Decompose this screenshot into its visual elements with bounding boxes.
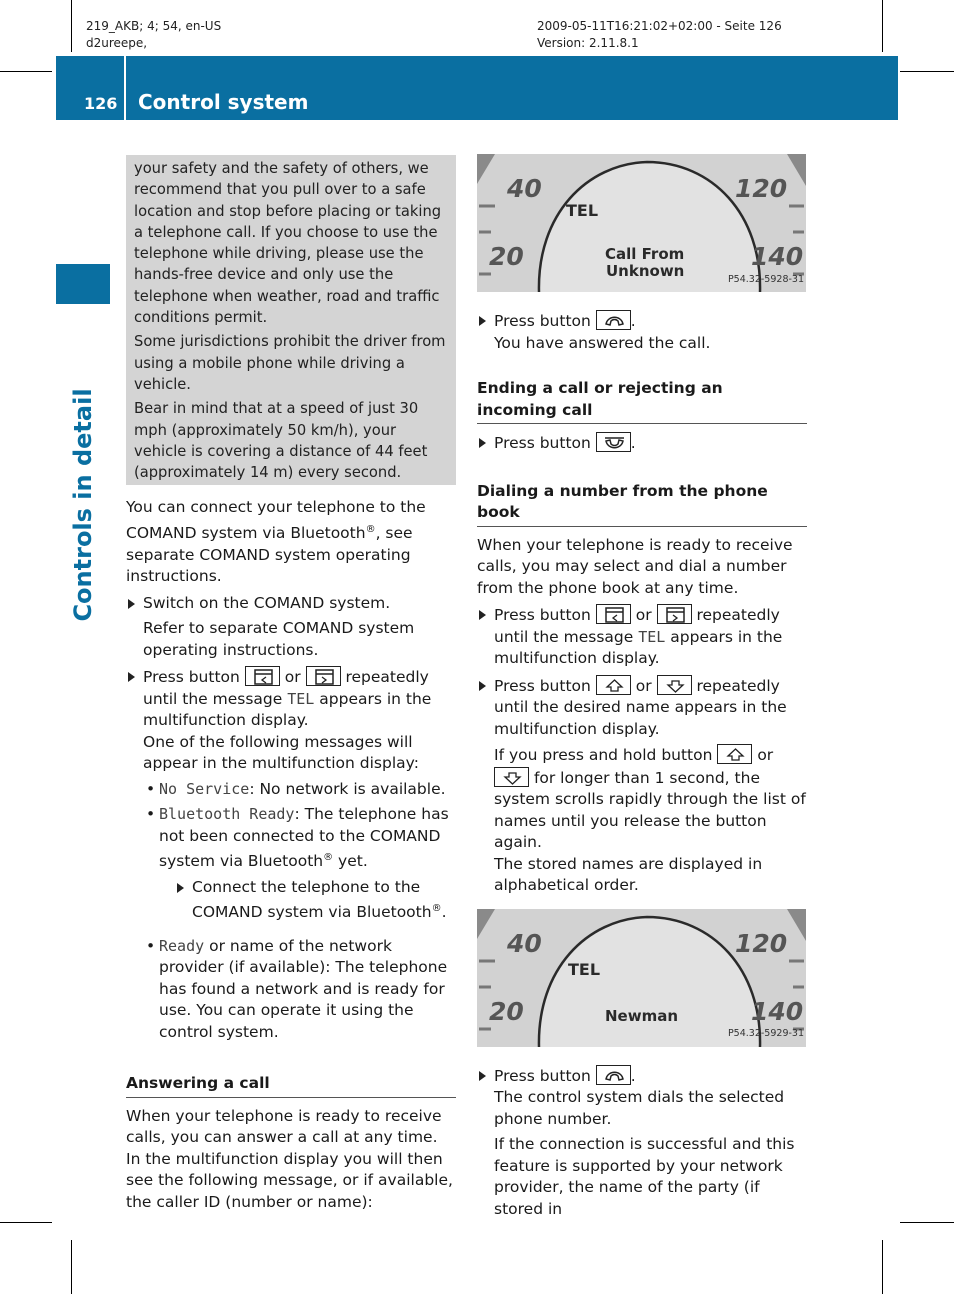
step-text: The stored names are displayed in alphabetical order. <box>494 854 763 894</box>
step-text: . <box>441 903 447 922</box>
registered-mark: ® <box>431 903 442 915</box>
message-list-item <box>126 779 456 801</box>
crop-mark <box>71 1240 72 1294</box>
intro-text: You can connect your telephone to the COMAND system via Bluetooth <box>126 498 426 543</box>
page-forward-button-icon <box>306 666 341 686</box>
instruction-step <box>477 432 807 455</box>
or-text: or <box>757 746 774 764</box>
crop-mark <box>900 1222 954 1223</box>
image-reference: P54.32-5928-31 <box>727 273 804 285</box>
dialing-heading: Dialing a number from the phone book <box>477 481 807 527</box>
phone-hangup-button-icon <box>596 432 631 452</box>
page-number: 126 <box>84 94 118 113</box>
step-text: appears in the multifunction display. <box>494 627 783 667</box>
crop-mark <box>900 71 954 72</box>
crop-mark <box>0 1222 52 1223</box>
gauge-number: 20 <box>489 996 524 1026</box>
dialing-intro: When your telephone is ready to receive calls, you may select and dial a number from the phone book at any time. <box>477 535 793 597</box>
arrow-down-button-icon <box>657 675 692 695</box>
message-description: : The telephone has not been connected to the COMAND system via Bluetooth <box>159 805 449 871</box>
version-info-line: Version: 2.11.8.1 <box>537 36 639 50</box>
step-text: Press button <box>494 434 591 452</box>
crop-mark <box>882 0 883 52</box>
page-back-button-icon <box>596 604 631 624</box>
gauge-number: 140 <box>751 242 804 271</box>
left-column <box>126 155 456 1213</box>
gauge-number: 40 <box>507 174 542 203</box>
page-back-button-icon <box>245 666 280 686</box>
display-message-line: Unknown <box>606 262 685 280</box>
warning-paragraph: your safety and the safety of others, we recommend that you pull over to a safe location and stop before placing or taking a telephone call. If you choose to use the telephone while driving, please use the hands-free device and only use the telephone when weather, road and traffic conditions permit. <box>134 160 442 327</box>
display-message-code: No Service <box>159 779 250 798</box>
instruction-step <box>477 604 807 670</box>
warning-paragraph: Bear in mind that at a speed of just 30 mph (approximately 50 km/h), your vehicle is covering a distance of 44 feet (approximately 14 m) every second. <box>134 400 428 482</box>
display-tel-label: TEL <box>568 959 601 979</box>
arrow-down-button-icon <box>494 767 529 787</box>
step-text: One of the following messages will appear in the multifunction display: <box>143 732 419 773</box>
display-message-code: TEL <box>638 627 666 646</box>
period: . <box>630 1066 636 1085</box>
step-text: repeatedly until the message <box>494 606 780 646</box>
phone-pickup-button-icon <box>596 310 631 330</box>
arrow-up-button-icon <box>596 675 631 695</box>
step-note: Refer to separate COMAND system operating instructions. <box>143 619 415 659</box>
step-note: If the connection is successful and this feature is supported by your network provider, the name of the party (if stored in <box>494 1135 795 1218</box>
display-message-code: TEL <box>287 689 315 708</box>
gauge-number: 40 <box>507 928 542 958</box>
step-result: You have answered the call. <box>494 333 711 352</box>
message-description: or name of the network provider (if available): The telephone has found a network and is ready for use. You can operate it using the control system. <box>159 936 448 1041</box>
warning-paragraph: Some jurisdictions prohibit the driver from using a mobile phone while driving a vehicle. <box>134 333 446 393</box>
step-text: Press button <box>494 312 591 330</box>
display-tel-label: TEL <box>566 201 599 220</box>
gauge-number: 140 <box>751 996 804 1026</box>
instruction-substep <box>126 877 456 924</box>
step-text: If you press and hold button <box>494 746 713 764</box>
file-info-line: d2ureepe, <box>86 36 148 50</box>
instruction-step <box>477 310 807 354</box>
step-text: Press button <box>143 668 240 687</box>
section-title: Control system <box>138 90 309 114</box>
step-text: for longer than 1 second, the system scrolls rapidly through the list of names until you release the button again. <box>494 768 806 851</box>
version-info-line: 2009-05-11T16:21:02+02:00 - Seite 126 <box>537 19 782 33</box>
crop-mark <box>882 1240 883 1294</box>
side-chapter-label: Controls in detail <box>69 388 97 622</box>
step-text: Press button <box>494 676 591 695</box>
crop-mark <box>0 71 52 72</box>
display-message-code: Bluetooth Ready <box>159 805 295 824</box>
message-list-item <box>126 936 456 1044</box>
message-description: : No network is available. <box>249 779 446 798</box>
or-text: or <box>635 606 652 624</box>
step-text: repeatedly until the message <box>143 668 429 708</box>
safety-warning-box <box>126 155 456 485</box>
page-forward-button-icon <box>657 604 692 624</box>
answering-call-heading: Answering a call <box>126 1073 456 1098</box>
instruction-step <box>126 666 456 775</box>
bullet-dot: • <box>146 936 156 955</box>
or-text: or <box>284 668 301 687</box>
step-text: Connect the telephone to the COMAND system via Bluetooth <box>192 877 432 922</box>
step-note <box>477 744 807 897</box>
step-text: repeatedly until the desired name appears in the multifunction display. <box>494 676 787 738</box>
or-text: or <box>635 676 652 695</box>
registered-mark: ® <box>365 523 376 535</box>
gauge-number: 120 <box>735 174 788 203</box>
display-message-code: Ready <box>159 936 205 955</box>
answering-call-paragraph: When your telephone is ready to receive calls, you can answer a call at any time. In the multifunction display you will then see the following message, or if available, the caller ID (number or name): <box>126 1106 453 1211</box>
display-contact-name: Newman <box>605 1006 679 1025</box>
step-text: appears in the multifunction display. <box>143 689 432 730</box>
message-list-item <box>126 804 456 873</box>
intro-paragraph <box>126 497 456 587</box>
multifunction-display-incoming <box>477 154 806 292</box>
side-tab <box>56 264 110 304</box>
multifunction-display-phonebook <box>477 909 806 1047</box>
arrow-up-button-icon <box>717 744 752 764</box>
display-message-line: Call From <box>605 245 685 263</box>
gauge-number: 120 <box>735 928 788 958</box>
right-column <box>477 154 807 1220</box>
instruction-step <box>477 1065 807 1131</box>
registered-mark: ® <box>323 852 334 864</box>
crop-mark <box>71 0 72 52</box>
message-description: yet. <box>333 852 368 871</box>
gauge-number: 20 <box>489 242 524 271</box>
bullet-dot: • <box>146 779 156 798</box>
period: . <box>630 312 636 330</box>
ending-call-heading: Ending a call or rejecting an incoming call <box>477 378 807 424</box>
intro-text: , see separate COMAND system operating instructions. <box>126 524 413 586</box>
step-text: Press button <box>494 1066 591 1085</box>
phone-pickup-button-icon <box>596 1065 631 1085</box>
version-info <box>537 18 782 52</box>
file-info-line: 219_AKB; 4; 54, en-US <box>86 19 222 33</box>
header-divider <box>124 56 126 120</box>
step-result: The control system dials the selected phone number. <box>494 1088 785 1128</box>
image-reference: P54.32-5929-31 <box>727 1028 804 1039</box>
bullet-dot: • <box>146 805 156 824</box>
instruction-step <box>477 675 807 741</box>
instruction-step <box>126 593 456 615</box>
step-text: Press button <box>494 606 591 624</box>
step-text: Switch on the COMAND system. <box>143 593 391 612</box>
period: . <box>630 434 636 452</box>
file-info <box>86 18 221 52</box>
